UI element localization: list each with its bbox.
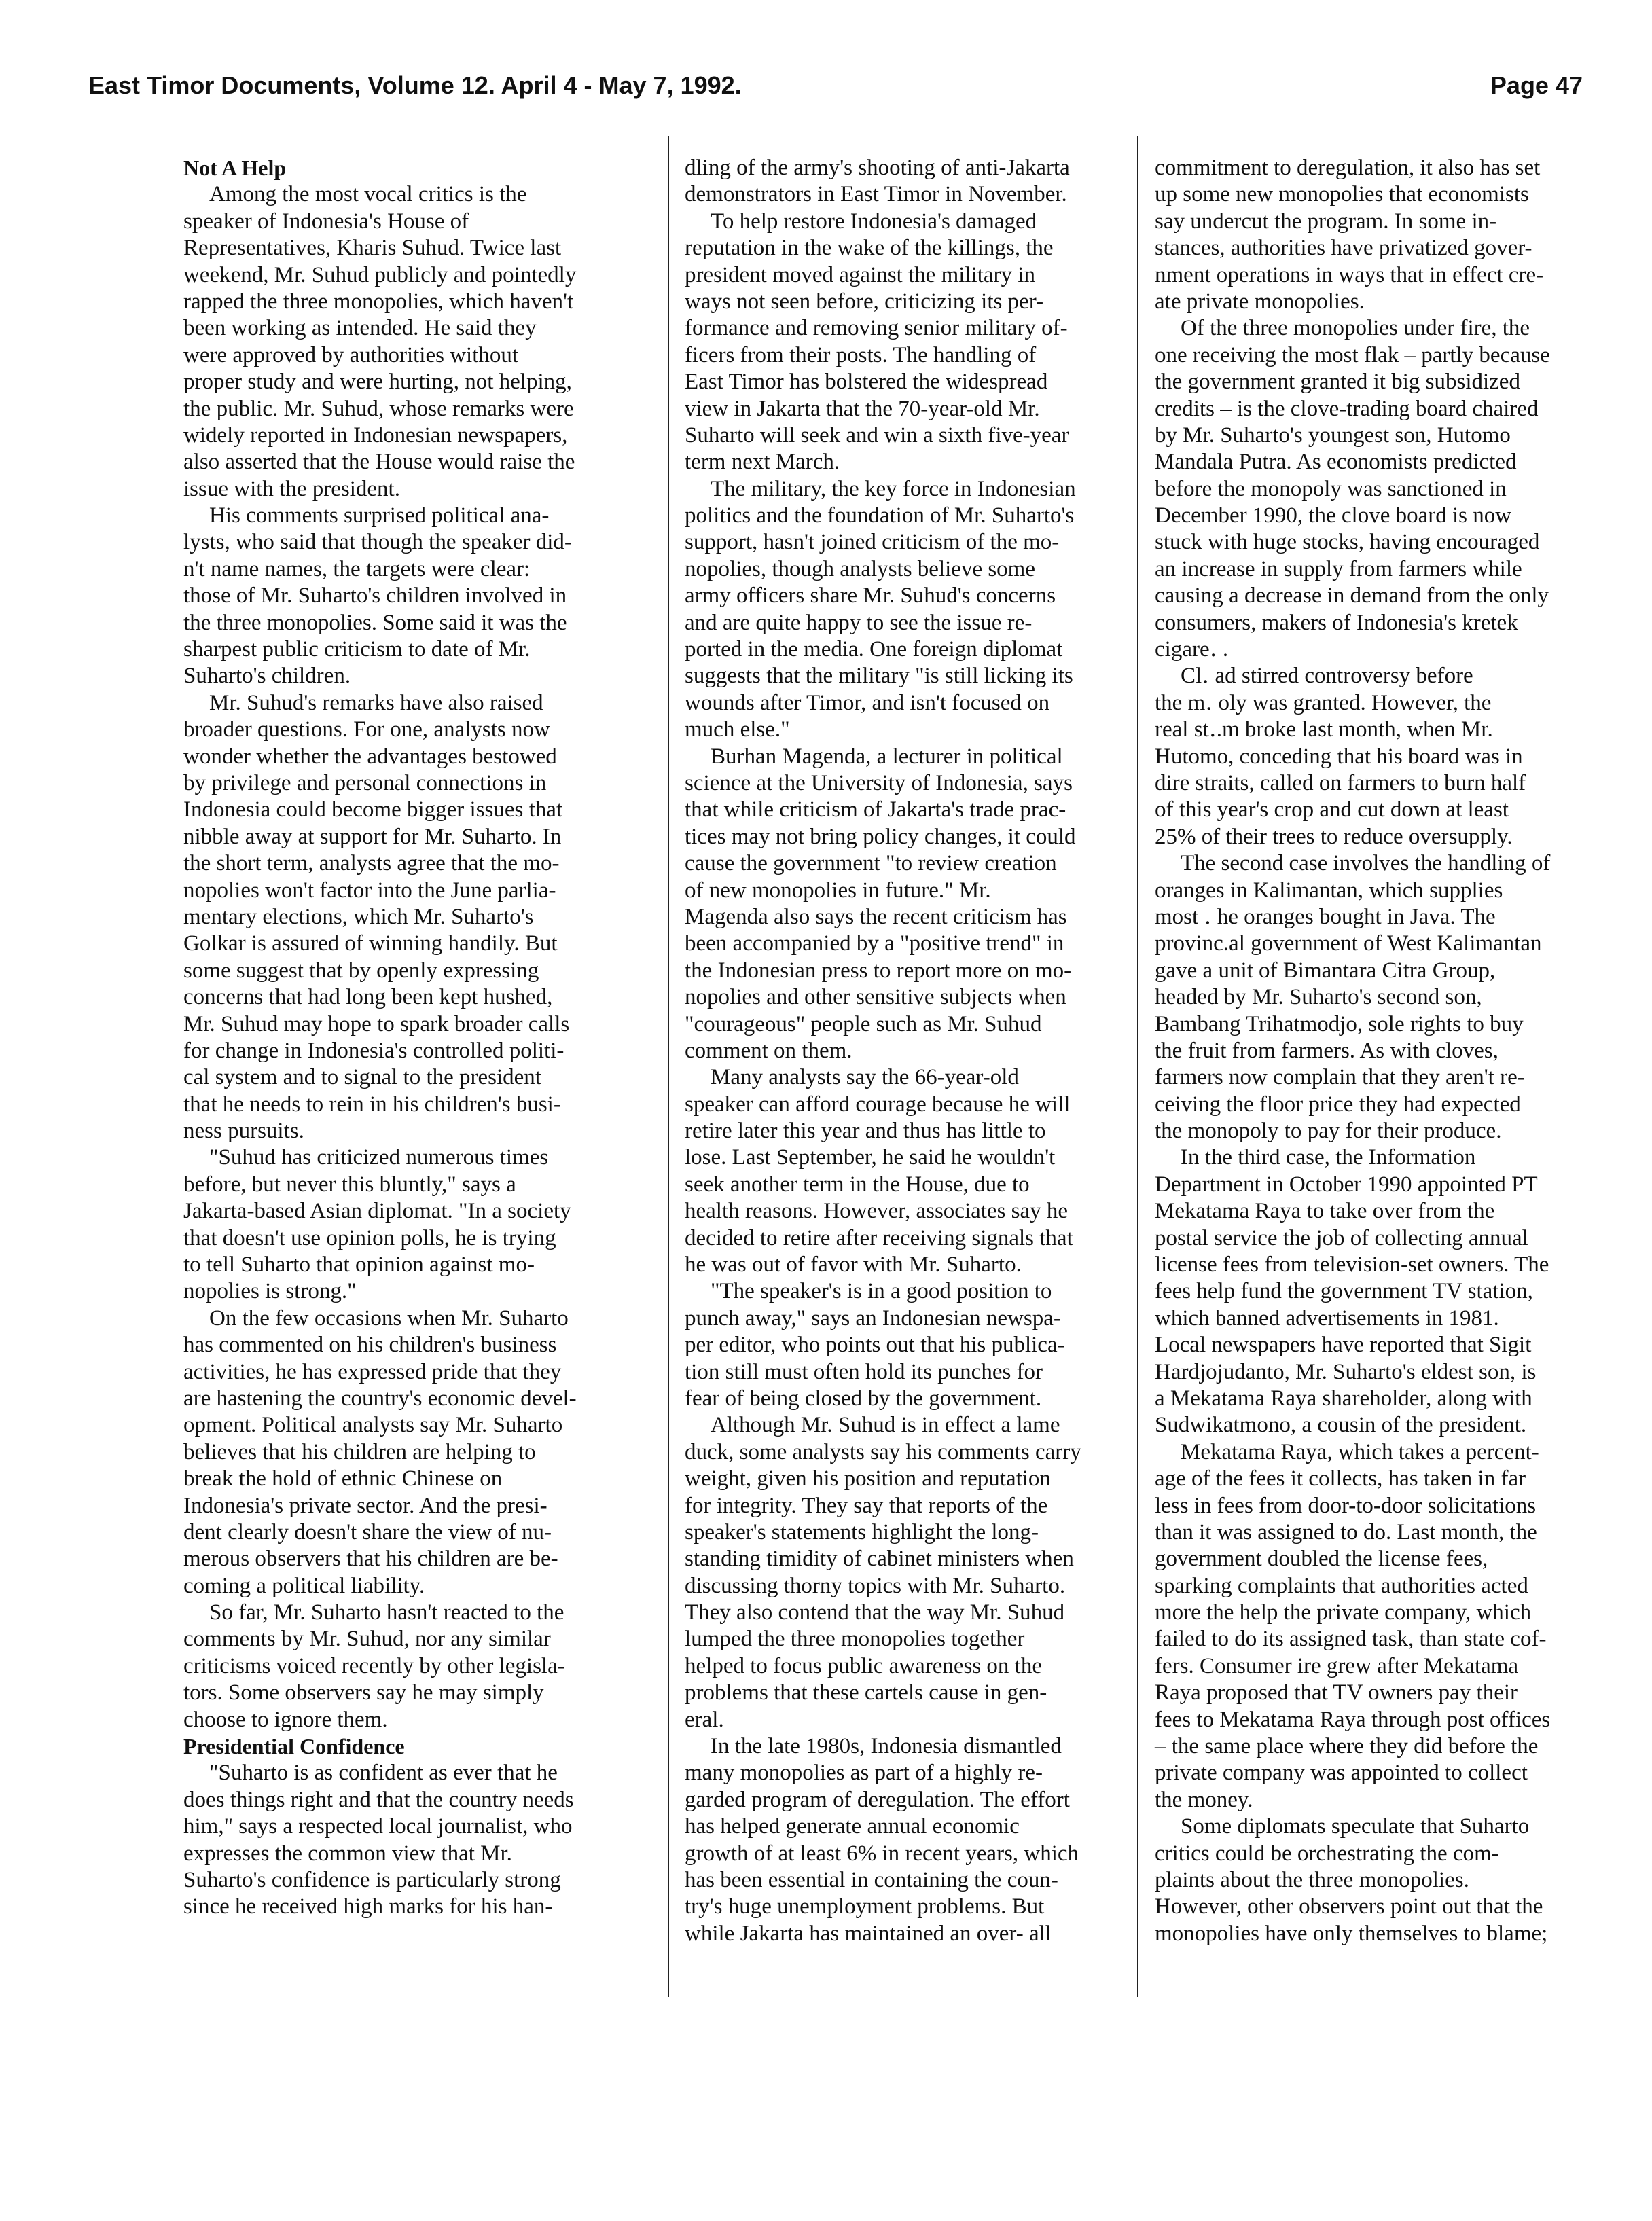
text-line: concerns that had long been kept hushed,	[183, 985, 553, 1010]
text-line: credits – is the clove-trading board chaired	[1155, 396, 1539, 421]
text-line: "Suharto is as confident as ever that he	[209, 1760, 558, 1786]
text-line: growth of at least 6% in recent years, which	[685, 1841, 1079, 1866]
text-line: postal service the job of collecting annual	[1155, 1225, 1528, 1250]
text-line: Hutomo, conceding that his board was in	[1155, 744, 1523, 769]
text-line: for integrity. They say that reports of the	[685, 1493, 1048, 1518]
text-line: support, hasn't joined criticism of the mo-	[685, 530, 1060, 555]
text-line: Local newspapers have reported that Sigit	[1155, 1333, 1532, 1358]
text-line: that doesn't use opinion polls, he is trying	[183, 1225, 556, 1250]
text-line: ways not seen before, criticizing its per-	[685, 289, 1044, 314]
text-line: him," says a respected local journalist, who	[183, 1814, 573, 1839]
text-line: lose. Last September, he said he wouldn't	[685, 1145, 1056, 1170]
text-line: seek another term in the House, due to	[685, 1172, 1030, 1197]
text-column-2	[685, 155, 1153, 1947]
text-line: His comments surprised political ana-	[209, 503, 550, 528]
text-line: Indonesia's private sector. And the presi-	[183, 1493, 547, 1518]
text-line: garded program of deregulation. The effort	[685, 1787, 1070, 1812]
text-line: lysts, who said that though the speaker did-	[183, 530, 572, 555]
text-line: East Timor has bolstered the widespread	[685, 369, 1048, 395]
document-title: East Timor Documents, Volume 12. April 4 - May 7, 1992.	[88, 71, 742, 99]
text-line: those of Mr. Suharto's children involved in	[183, 583, 567, 609]
text-line: nopolies, though analysts believe some	[685, 556, 1035, 581]
text-line: sharpest public criticism to date of Mr.	[183, 637, 531, 662]
column-divider	[668, 136, 669, 1997]
text-line: cause the government "to review creation	[685, 851, 1057, 876]
text-line: Among the most vocal critics is the	[209, 182, 527, 207]
page-header	[88, 65, 1583, 106]
text-line: helped to focus public awareness on the	[685, 1653, 1043, 1678]
text-line: nopolies and other sensitive subjects when	[685, 985, 1066, 1010]
text-line: punch away," says an Indonesian newspa-	[685, 1305, 1061, 1331]
text-line: proper study and were hurting, not helping,	[183, 369, 572, 395]
text-line: nopolies won't factor into the June parlia-	[183, 878, 556, 903]
text-line: suggests that the military "is still licking its	[685, 664, 1073, 689]
text-line: much else."	[685, 717, 790, 742]
text-line: Although Mr. Suhud is in effect a lame	[711, 1413, 1060, 1438]
text-line: that he needs to rein in his children's busi-	[183, 1091, 561, 1117]
text-line: tices may not bring policy changes, it could	[685, 824, 1076, 849]
text-line: up some new monopolies that economists	[1155, 182, 1529, 207]
text-line: ate private monopolies.	[1155, 289, 1365, 314]
text-line: Hardjojudanto, Mr. Suharto's eldest son, is	[1155, 1359, 1537, 1384]
text-line: Indonesia could become bigger issues that	[183, 797, 563, 823]
text-line: more the help the private company, which	[1155, 1600, 1532, 1625]
text-line: Burhan Magenda, a lecturer in political	[711, 744, 1063, 769]
text-line: They also contend that the way Mr. Suhud	[685, 1600, 1065, 1625]
text-line: dling of the army's shooting of anti-Jakarta	[685, 156, 1070, 180]
text-line: Jakarta-based Asian diplomat. "In a society	[183, 1199, 571, 1224]
text-line: say undercut the program. In some in-	[1155, 209, 1497, 234]
text-line: "courageous" people such as Mr. Suhud	[685, 1011, 1042, 1036]
text-line: cal system and to signal to the president	[183, 1065, 541, 1090]
text-line: mentary elections, which Mr. Suharto's	[183, 904, 534, 929]
page-number: Page 47	[1490, 71, 1583, 99]
text-line: for change in Indonesia's controlled politi-	[183, 1038, 564, 1063]
text-line: which banned advertisements in 1981.	[1155, 1305, 1499, 1331]
text-line: December 1990, the clove board is now	[1155, 503, 1512, 528]
text-line: The second case involves the handling of	[1181, 851, 1551, 876]
text-column-3	[1155, 155, 1634, 1947]
text-line: So far, Mr. Suharto hasn't reacted to the	[209, 1600, 564, 1625]
text-line: has been essential in containing the coun-	[685, 1868, 1058, 1892]
text-line: choose to ignore them.	[183, 1707, 388, 1732]
text-line: – the same place where they did before the	[1155, 1734, 1539, 1759]
text-line: Raya proposed that TV owners pay their	[1155, 1680, 1518, 1705]
text-line: per editor, who points out that his publica-	[685, 1333, 1065, 1358]
text-line: gave a unit of Bimantara Citra Group,	[1155, 958, 1496, 983]
text-line: n't name names, the targets were clear:	[183, 556, 531, 581]
text-line: Golkar is assured of winning handily. But	[183, 931, 558, 956]
text-line: reputation in the wake of the killings, the	[685, 236, 1054, 261]
text-line: farmers now complain that they aren't re-	[1155, 1065, 1525, 1090]
text-line: some suggest that by openly expressing	[183, 958, 539, 983]
text-line: Department in October 1990 appointed PT	[1155, 1172, 1538, 1197]
text-line: Of the three monopolies under fire, the	[1181, 316, 1530, 341]
text-line: the public. Mr. Suhud, whose remarks were	[183, 396, 574, 421]
text-line: lumped the three monopolies together	[685, 1627, 1025, 1652]
text-line: does things right and that the country needs	[183, 1787, 574, 1812]
text-line: view in Jakarta that the 70-year-old Mr.	[685, 396, 1040, 421]
text-line: wonder whether the advantages bestowed	[183, 744, 557, 769]
text-line: In the late 1980s, Indonesia dismantled	[711, 1734, 1062, 1759]
text-line: fear of being closed by the government.	[685, 1386, 1042, 1411]
text-line: science at the University of Indonesia, says	[685, 770, 1073, 795]
text-line: ness pursuits.	[183, 1119, 304, 1144]
text-line: weekend, Mr. Suhud publicly and pointedly	[183, 262, 577, 287]
section-heading: Presidential Confidence	[183, 1734, 405, 1759]
text-line: Representatives, Kharis Suhud. Twice last	[183, 236, 562, 261]
text-line: of this year's crop and cut down at least	[1155, 797, 1509, 823]
text-line: he was out of favor with Mr. Suharto.	[685, 1252, 1022, 1278]
text-line: to tell Suharto that opinion against mo-	[183, 1252, 535, 1278]
text-line: monopolies have only themselves to blame;	[1155, 1921, 1548, 1946]
text-line: army officers share Mr. Suhud's concerns	[685, 583, 1056, 609]
text-line: merous observers that his children are be-	[183, 1547, 558, 1572]
text-line: believes that his children are helping to	[183, 1439, 536, 1464]
text-line: the government granted it big subsidized	[1155, 369, 1520, 395]
text-line: The military, the key force in Indonesian	[711, 476, 1076, 501]
text-line: consumers, makers of Indonesia's kretek	[1155, 610, 1518, 635]
text-line: Suharto's children.	[183, 664, 351, 689]
text-line: most ․ he oranges bought in Java. The	[1155, 904, 1496, 929]
text-line: government doubled the license fees,	[1155, 1547, 1488, 1572]
text-line: Mr. Suhud may hope to spark broader calls	[183, 1011, 570, 1036]
text-line: since he received high marks for his han-	[183, 1894, 553, 1919]
text-line: many monopolies as part of a highly re-	[685, 1760, 1043, 1786]
text-line: decided to retire after receiving signals that	[685, 1225, 1073, 1250]
text-line: commitment to deregulation, it also has set	[1155, 156, 1541, 180]
text-line: stances, authorities have privatized gover-	[1155, 236, 1532, 261]
text-line: failed to do its assigned task, than state cof-	[1155, 1627, 1547, 1652]
text-line: retire later this year and thus has little to	[685, 1119, 1046, 1144]
text-line: duck, some analysts say his comments carry	[685, 1439, 1081, 1464]
text-line: nment operations in ways that in effect cre-	[1155, 262, 1544, 287]
text-line: dent clearly doesn't share the view of nu-	[183, 1519, 552, 1545]
text-line: formance and removing senior military of-	[685, 316, 1068, 341]
text-line: To help restore Indonesia's damaged	[711, 209, 1037, 234]
text-line: problems that these cartels cause in gen-	[685, 1680, 1047, 1705]
text-line: comments by Mr. Suhud, nor any similar	[183, 1627, 551, 1652]
text-line: oranges in Kalimantan, which supplies	[1155, 878, 1503, 903]
text-line: real st․.m broke last month, when Mr.	[1155, 717, 1493, 742]
text-line: and are quite happy to see the issue re-	[685, 610, 1032, 635]
text-line: In the third case, the Information	[1181, 1145, 1476, 1170]
text-line: Many analysts say the 66-year-old	[711, 1065, 1019, 1090]
text-line: Mandala Putra. As economists predicted	[1155, 450, 1517, 475]
text-line: while Jakarta has maintained an over- all	[685, 1921, 1052, 1946]
text-line: Mekatama Raya to take over from the	[1155, 1199, 1495, 1224]
text-line: the money.	[1155, 1787, 1253, 1812]
text-line: demonstrators in East Timor in November.	[685, 182, 1067, 207]
section-heading: Not A Help	[183, 156, 287, 180]
text-line: ficers from their posts. The handling of	[685, 342, 1037, 367]
text-line: expresses the common view that Mr.	[183, 1841, 512, 1866]
text-line: ceiving the floor price they had expected	[1155, 1091, 1521, 1117]
text-line: by privilege and personal connections in	[183, 770, 547, 795]
text-line: Sudwikatmono, a cousin of the president.	[1155, 1413, 1527, 1438]
text-line: Cl․ ad stirred controversy before	[1181, 664, 1473, 689]
text-line: also asserted that the House would raise the	[183, 450, 575, 475]
text-line: Suharto's confidence is particularly strong	[183, 1868, 561, 1892]
text-line: fees to Mekatama Raya through post offices	[1155, 1707, 1551, 1732]
text-line: age of the fees it collects, has taken in far	[1155, 1466, 1526, 1492]
text-line: Suharto will seek and win a sixth five-year	[685, 422, 1069, 448]
text-line: On the few occasions when Mr. Suharto	[209, 1305, 569, 1331]
text-line: opment. Political analysts say Mr. Suharto	[183, 1413, 563, 1438]
text-line: "The speaker's is in a good position to	[711, 1279, 1052, 1304]
text-line: broader questions. For one, analysts now	[183, 717, 550, 742]
text-line: the Indonesian press to report more on mo-	[685, 958, 1072, 983]
text-line: stuck with huge stocks, having encouraged	[1155, 530, 1540, 555]
text-line: rapped the three monopolies, which haven't	[183, 289, 574, 314]
text-line: are hastening the country's economic devel-	[183, 1386, 577, 1411]
text-line: cigare․ .	[1155, 637, 1229, 662]
text-line: Mr. Suhud's remarks have also raised	[209, 690, 543, 715]
text-line: fees help fund the government TV station,	[1155, 1279, 1533, 1304]
text-line: tors. Some observers say he may simply	[183, 1680, 544, 1705]
text-line: speaker can afford courage because he will	[685, 1091, 1071, 1117]
text-line: Some diplomats speculate that Suharto	[1181, 1814, 1530, 1839]
text-line: the three monopolies. Some said it was the	[183, 610, 567, 635]
text-line: Bambang Trihatmodjo, sole rights to buy	[1155, 1011, 1524, 1036]
text-line: plaints about the three monopolies.	[1155, 1868, 1469, 1892]
text-line: the m․ oly was granted. However, the	[1155, 690, 1492, 715]
text-line: standing timidity of cabinet ministers when	[685, 1547, 1074, 1572]
text-line: ported in the media. One foreign diplomat	[685, 637, 1063, 662]
text-line: term next March.	[685, 450, 840, 475]
text-line: provinc.al government of West Kalimantan	[1155, 931, 1542, 956]
text-line: license fees from television-set owners. The	[1155, 1252, 1549, 1278]
text-line: health reasons. However, associates say he	[685, 1199, 1069, 1224]
text-line: fers. Consumer ire grew after Mekatama	[1155, 1653, 1519, 1678]
text-line: headed by Mr. Suharto's second son,	[1155, 985, 1482, 1010]
text-line: that while criticism of Jakarta's trade prac-	[685, 797, 1066, 823]
text-line: criticisms voiced recently by other legisla-	[183, 1653, 565, 1678]
text-line: the monopoly to pay for their produce.	[1155, 1119, 1502, 1144]
text-line: comment on them.	[685, 1038, 852, 1063]
text-line: tion still must often hold its punches for	[685, 1359, 1043, 1384]
text-line: speaker of Indonesia's House of	[183, 209, 469, 234]
text-line: the short term, analysts agree that the mo-	[183, 851, 560, 876]
text-line: has helped generate annual economic	[685, 1814, 1020, 1839]
text-line: activities, he has expressed pride that they	[183, 1359, 562, 1384]
text-line: widely reported in Indonesian newspapers,	[183, 422, 568, 448]
text-line: president moved against the military in	[685, 262, 1035, 287]
text-line: However, other observers point out that the	[1155, 1894, 1543, 1919]
text-line: private company was appointed to collect	[1155, 1760, 1528, 1786]
text-line: discussing thorny topics with Mr. Suharto.	[685, 1573, 1066, 1598]
text-column-1	[183, 155, 652, 1921]
text-line: been accompanied by a "positive trend" in	[685, 931, 1064, 956]
text-line: than it was assigned to do. Last month, the	[1155, 1519, 1537, 1545]
text-line: one receiving the most flak – partly because	[1155, 342, 1550, 367]
text-line: the fruit from farmers. As with cloves,	[1155, 1038, 1498, 1063]
text-line: Mekatama Raya, which takes a percent-	[1181, 1439, 1539, 1464]
text-line: Magenda also says the recent criticism has	[685, 904, 1067, 929]
text-line: wounds after Timor, and isn't focused on	[685, 690, 1050, 715]
text-line: weight, given his position and reputation	[685, 1466, 1051, 1492]
text-line: nibble away at support for Mr. Suharto. In	[183, 824, 562, 849]
text-line: speaker's statements highlight the long-	[685, 1519, 1039, 1545]
text-line: been working as intended. He said they	[183, 316, 537, 341]
text-line: coming a political liability.	[183, 1573, 425, 1598]
text-line: an increase in supply from farmers while	[1155, 556, 1522, 581]
text-line: sparking complaints that authorities acted	[1155, 1573, 1528, 1598]
text-line: before the monopoly was sanctioned in	[1155, 476, 1507, 501]
text-line: eral.	[685, 1707, 724, 1732]
text-line: dire straits, called on farmers to burn half	[1155, 770, 1526, 795]
text-line: has commented on his children's business	[183, 1333, 557, 1358]
text-line: by Mr. Suharto's youngest son, Hutomo	[1155, 422, 1511, 448]
text-line: issue with the president.	[183, 476, 400, 501]
text-line: try's huge unemployment problems. But	[685, 1894, 1045, 1919]
text-line: "Suhud has criticized numerous times	[209, 1145, 549, 1170]
text-line: politics and the foundation of Mr. Suharto's	[685, 503, 1075, 528]
text-line: a Mekatama Raya shareholder, along with	[1155, 1386, 1532, 1411]
text-line: critics could be orchestrating the com-	[1155, 1841, 1499, 1866]
text-line: 25% of their trees to reduce oversupply.	[1155, 824, 1513, 849]
text-line: before, but never this bluntly," says a	[183, 1172, 516, 1197]
text-line: less in fees from door-to-door solicitations	[1155, 1493, 1537, 1518]
text-line: were approved by authorities without	[183, 342, 519, 367]
text-line: nopolies is strong."	[183, 1279, 357, 1304]
text-line: of new monopolies in future." Mr.	[685, 878, 991, 903]
text-line: causing a decrease in demand from the only	[1155, 583, 1549, 609]
text-line: break the hold of ethnic Chinese on	[183, 1466, 503, 1492]
